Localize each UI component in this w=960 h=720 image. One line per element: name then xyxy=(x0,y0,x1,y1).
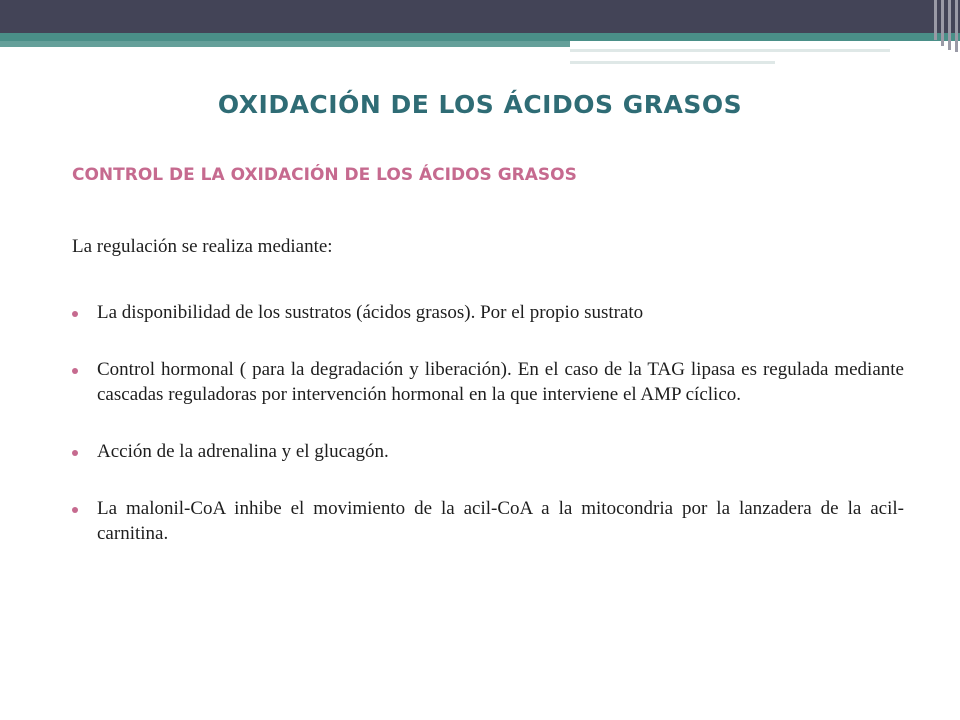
bullet-icon xyxy=(72,507,78,513)
bullet-icon xyxy=(72,368,78,374)
bullet-text: La malonil-CoA inhibe el movimiento de la acil-CoA a la mitocondria por la lanzadera de la acil-carnitina. xyxy=(97,498,904,544)
header-decor-line xyxy=(570,49,890,52)
bullet-icon xyxy=(72,450,78,456)
intro-text: La regulación se realiza mediante: xyxy=(72,236,333,257)
bullet-list xyxy=(72,300,904,578)
slide-subtitle: CONTROL DE LA OXIDACIÓN DE LOS ÁCIDOS GRASOS xyxy=(72,165,577,185)
list-item xyxy=(72,439,904,464)
corner-decoration xyxy=(930,0,960,52)
header-accent-band-secondary xyxy=(0,41,570,47)
list-item xyxy=(72,300,904,325)
bullet-text: La disponibilidad de los sustratos (ácidos grasos). Por el propio sustrato xyxy=(97,302,644,323)
bullet-text: Acción de la adrenalina y el glucagón. xyxy=(97,441,389,462)
list-item xyxy=(72,496,904,546)
bullet-icon xyxy=(72,311,78,317)
list-item xyxy=(72,357,904,407)
header-accent-band xyxy=(0,33,960,41)
slide-title: OXIDACIÓN DE LOS ÁCIDOS GRASOS xyxy=(217,90,743,119)
bullet-text: Control hormonal ( para la degradación y liberación). En el caso de la TAG lipasa es regulada mediante cascadas reguladoras por intervención hormonal en la que interviene el AMP cíclico. xyxy=(97,359,904,405)
header-decor-line xyxy=(570,61,775,64)
header-bar xyxy=(0,0,960,33)
